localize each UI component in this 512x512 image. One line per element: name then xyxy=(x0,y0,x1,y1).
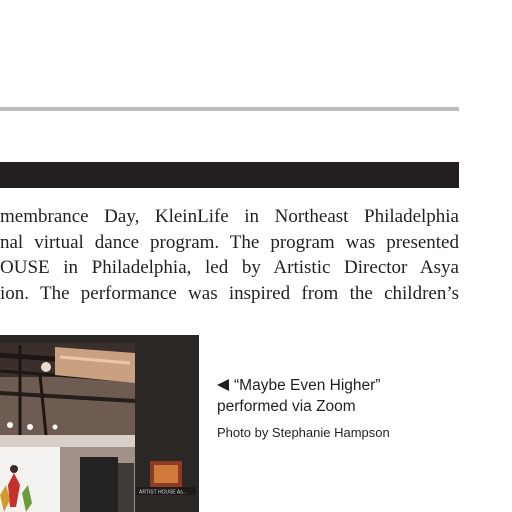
caption-title: “Maybe Even Higher” xyxy=(234,377,381,394)
article-body xyxy=(0,204,459,306)
photo-caption xyxy=(217,376,497,440)
caption-subtitle: performed via Zoom xyxy=(217,397,356,415)
article-line: ion. The performance was inspired from the children’s xyxy=(0,282,459,304)
zoom-participant-label: ARTIST HOUSE As... xyxy=(139,489,187,496)
zoom-dance-screenshot xyxy=(0,335,199,512)
left-pointer-icon xyxy=(217,379,229,391)
section-divider-rule xyxy=(0,107,459,111)
article-line: OUSE in Philadelphia, led by Artistic Director Asya xyxy=(0,257,459,278)
article-line: nal virtual dance program. The program was presented xyxy=(0,231,459,253)
section-header-bar xyxy=(0,162,459,188)
photo-credit: Photo by Stephanie Hampson xyxy=(217,425,390,440)
article-line: membrance Day, KleinLife in Northeast Philadelphia xyxy=(0,206,459,227)
performance-photo xyxy=(0,335,199,512)
